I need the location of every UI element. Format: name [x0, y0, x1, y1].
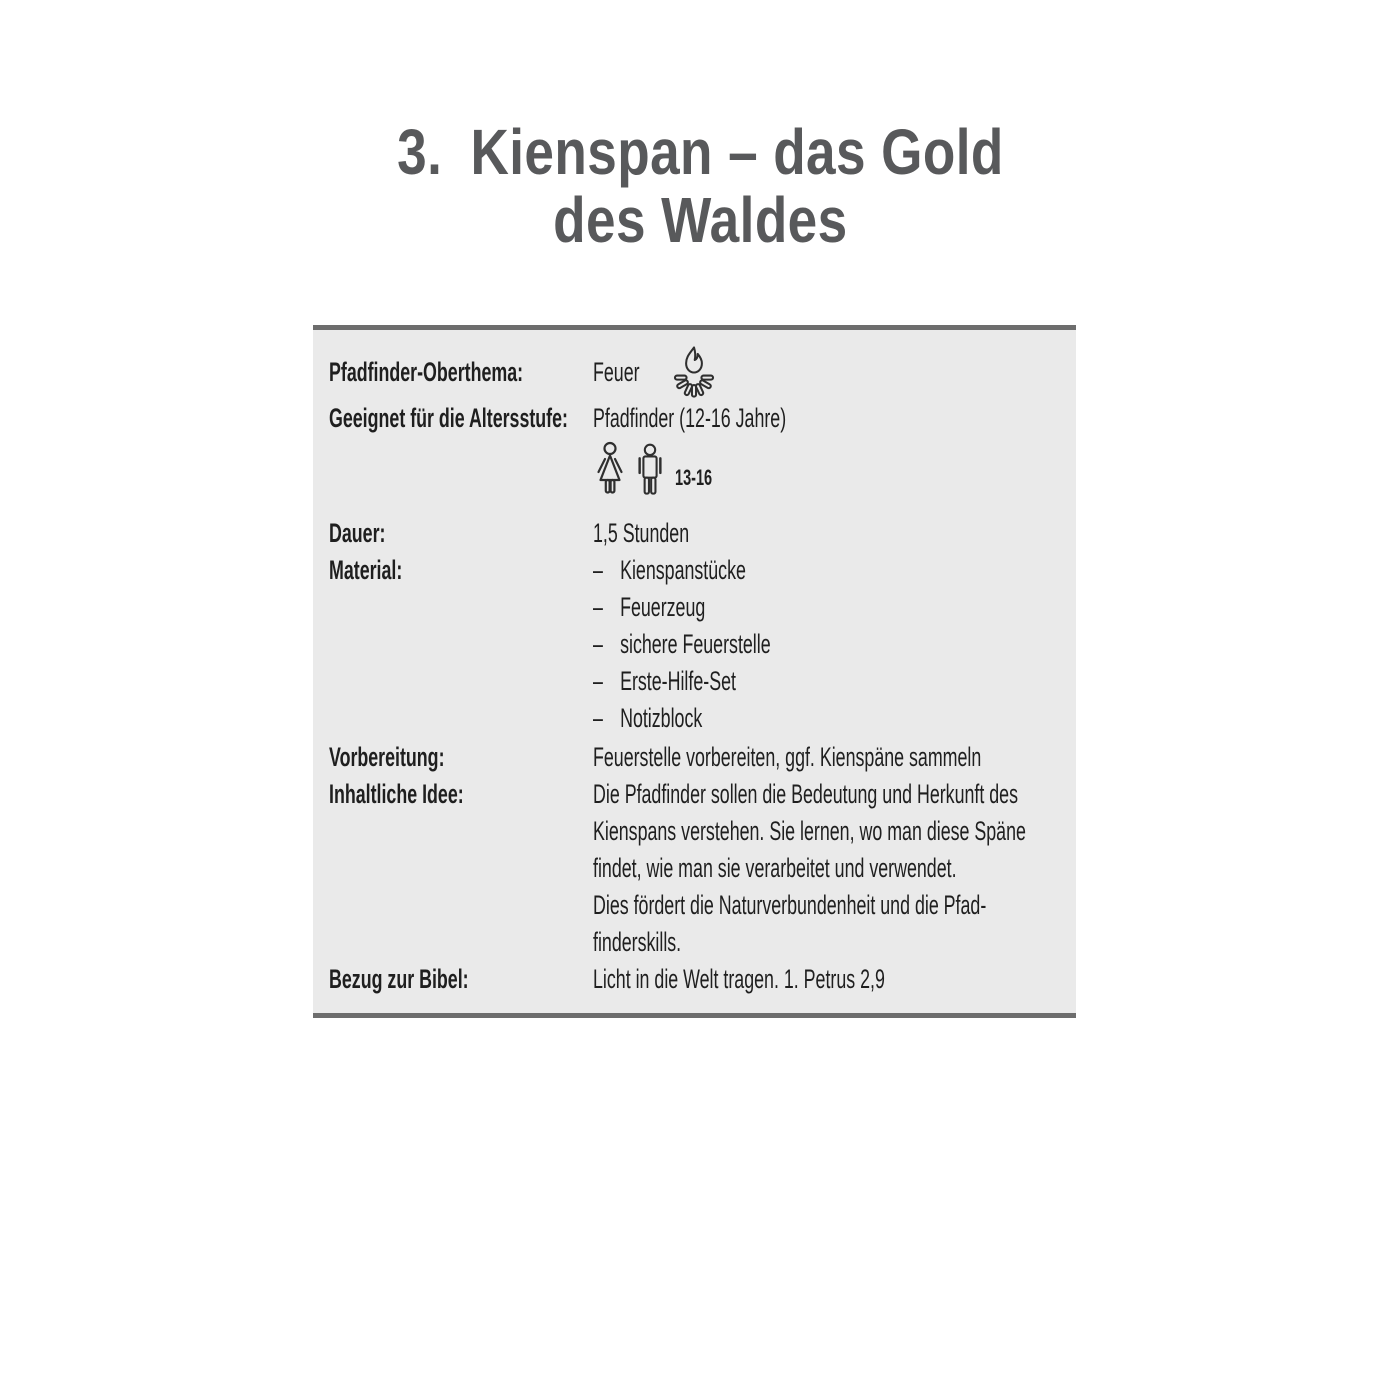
info-box [313, 325, 1076, 1018]
age-icons-group [593, 443, 1060, 511]
row-age-icons [329, 443, 1060, 511]
bibel-label: Bezug zur Bibel: [329, 964, 469, 994]
idee-text-line: Kienspans verstehen. Sie lernen, wo man diese Späne [593, 816, 1026, 846]
oberthema-label: Pfadfinder-Oberthema: [329, 356, 524, 387]
dash-bullet: – [593, 666, 603, 696]
material-list [593, 552, 1060, 737]
page-title [0, 118, 1400, 254]
dash-bullet: – [593, 703, 603, 733]
row-vorbereitung [329, 739, 1060, 776]
row-material [329, 552, 1060, 737]
list-item: – Notizblock [593, 700, 1060, 737]
row-bezug-zur-bibel [329, 961, 1060, 998]
title-line-1 [397, 118, 1004, 186]
list-item: – Feuerzeug [593, 589, 1060, 626]
dash-bullet: – [593, 555, 603, 585]
idee-text-line: finderskills. [593, 927, 682, 957]
chapter-number: 3. [396, 116, 442, 188]
vorbereitung-label: Vorbereitung: [329, 742, 445, 772]
dauer-label: Dauer: [329, 518, 386, 548]
dash-bullet: – [593, 629, 603, 659]
girl-figure-icon [593, 441, 627, 513]
age-range-label: 13-16 [675, 464, 713, 490]
idee-text-line: Die Pfadfinder sollen die Bedeutung und Herkunft des [593, 779, 1018, 809]
oberthema-value: Feuer [593, 344, 1060, 400]
list-item: – Erste-Hilfe-Set [593, 663, 1060, 700]
vorbereitung-value: Feuerstelle vorbereiten, ggf. Kienspäne sammeln [593, 742, 982, 772]
chapter-title-text: Kienspan – das Gold [470, 116, 1004, 188]
dash-bullet: – [593, 592, 603, 622]
material-label: Material: [329, 555, 403, 585]
altersstufe-value: Pfadfinder (12-16 Jahre) [593, 403, 787, 433]
row-dauer [329, 515, 1060, 552]
row-oberthema [329, 344, 1060, 400]
campfire-icon [668, 346, 720, 399]
list-item: – sichere Feuerstelle [593, 626, 1060, 663]
row-altersstufe [329, 400, 1060, 437]
idee-text-line: findet, wie man sie verarbeitet und verwendet. [593, 853, 957, 883]
idee-text-line: Dies fördert die Naturverbundenheit und die Pfad- [593, 890, 987, 920]
row-inhaltliche-idee [329, 776, 1060, 961]
idee-text [593, 776, 1249, 961]
bibel-value: Licht in die Welt tragen. 1. Petrus 2,9 [593, 964, 885, 994]
dauer-value: 1,5 Stunden [593, 518, 690, 548]
title-line-2: des Waldes [552, 184, 848, 256]
list-item: – Kienspanstücke [593, 552, 1060, 589]
boy-figure-icon [634, 441, 666, 513]
altersstufe-label: Geeignet für die Altersstufe: [329, 403, 568, 433]
idee-label: Inhaltliche Idee: [329, 779, 464, 809]
